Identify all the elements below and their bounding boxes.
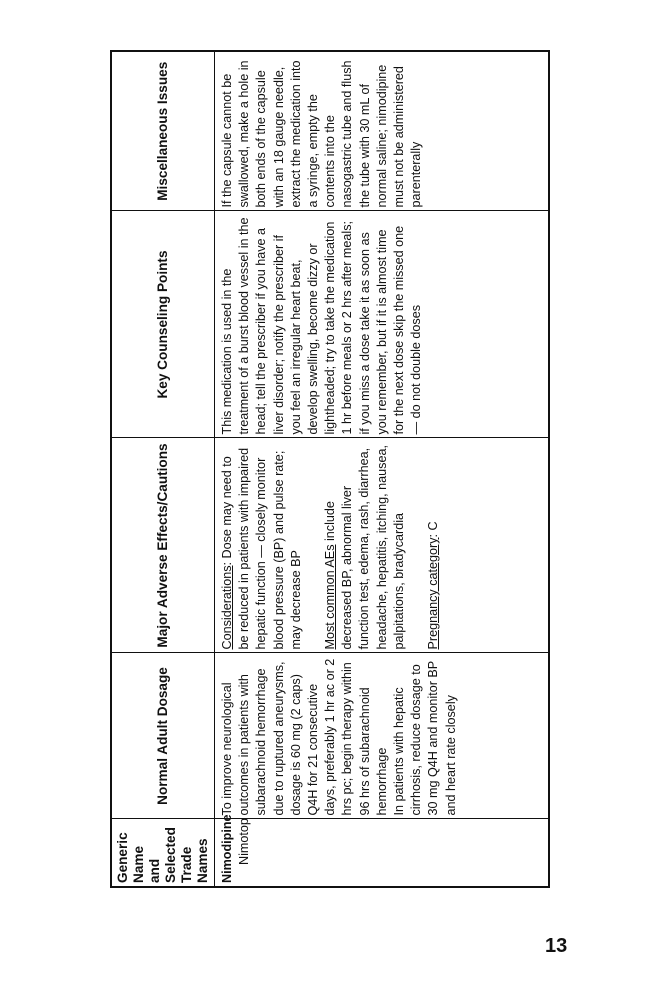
table-header-row bbox=[111, 51, 215, 887]
generic-name: Nimodipine bbox=[220, 814, 234, 883]
table-row bbox=[215, 51, 550, 887]
considerations-label: Considerations bbox=[220, 565, 234, 650]
counseling-text: This medication is used in the treatment of a burst blood vessel in the head; tell the prescriber if you have a liver disorder; notify the prescriber if you feel an irregular heart beat, develop swelling, become dizzy or lightheaded; try to take the medication 1 hr before meals or 2 hrs after meals; if you miss a dose take it as soon as you remember, but if it is almost time for the next dose skip the missed one — do not double doses bbox=[220, 217, 424, 435]
header-generic-name: Generic Name and Selected Trade Names bbox=[111, 819, 215, 887]
dosage-text: To improve neurological outcomes in patients with subarachnoid hemorrhage due to ruptured aneurysms, dosage is 60 mg (2 caps) Q4H for 21 consecutive days, preferably 1 hr ac or 2 hrs pc; begin therapy within 96 hrs of subarachnoid hemorrhage bbox=[220, 658, 389, 816]
aes-abbreviation: AEs bbox=[323, 544, 338, 568]
common-aes-text: include decreased BP, abnormal liver function test, edema, rash, diarrhea, headache, hepatitis, itching, nausea, palpitations, bradycardia bbox=[323, 445, 406, 650]
rotated-page-content bbox=[110, 52, 550, 888]
header-miscellaneous-issues: Miscellaneous Issues bbox=[111, 51, 215, 211]
paragraph-spacer bbox=[305, 442, 322, 650]
pregnancy-category-text: : C bbox=[426, 521, 441, 538]
pregnancy-paragraph bbox=[425, 442, 442, 650]
dosage-hepatic-text: In patients with hepatic cirrhosis, reduce dosage to 30 mg Q4H and monitor BP and heart rate closely bbox=[392, 661, 458, 816]
paragraph-spacer bbox=[408, 442, 425, 650]
pregnancy-category-label: Pregnancy category bbox=[426, 537, 441, 650]
common-aes-prefix: Most common bbox=[323, 567, 338, 650]
header-major-adverse-effects: Major Adverse Effects/Cautions bbox=[111, 438, 215, 653]
cell-dosage bbox=[215, 653, 550, 819]
cell-counseling-points bbox=[215, 211, 550, 438]
page-number: 13 bbox=[545, 935, 568, 957]
considerations-text: : Dose may need to be reduced in patients with impaired hepatic function — closely monitor blood pressure (BP) and pulse rate; may decrease BP bbox=[220, 447, 303, 650]
cell-miscellaneous bbox=[215, 51, 550, 211]
miscellaneous-text: If the capsule cannot be swallowed, make a hole in both ends of the capsule with an 18 gauge needle, extract the medication into a syringe, empty the contents into the nasogastric tube and flush the tube with 30 mL of normal saline; nimodipine must not be administered parenterally bbox=[220, 60, 424, 208]
cell-adverse-effects bbox=[215, 438, 550, 653]
drug-monograph-table bbox=[110, 50, 550, 888]
header-key-counseling-points: Key Counseling Points bbox=[111, 211, 215, 438]
header-normal-adult-dosage: Normal Adult Dosage bbox=[111, 653, 215, 819]
considerations-paragraph bbox=[219, 442, 305, 650]
common-aes-paragraph bbox=[322, 442, 408, 650]
cell-drug-name bbox=[215, 814, 550, 887]
common-aes-label bbox=[323, 545, 337, 650]
trade-name: Nimotop bbox=[237, 818, 252, 865]
